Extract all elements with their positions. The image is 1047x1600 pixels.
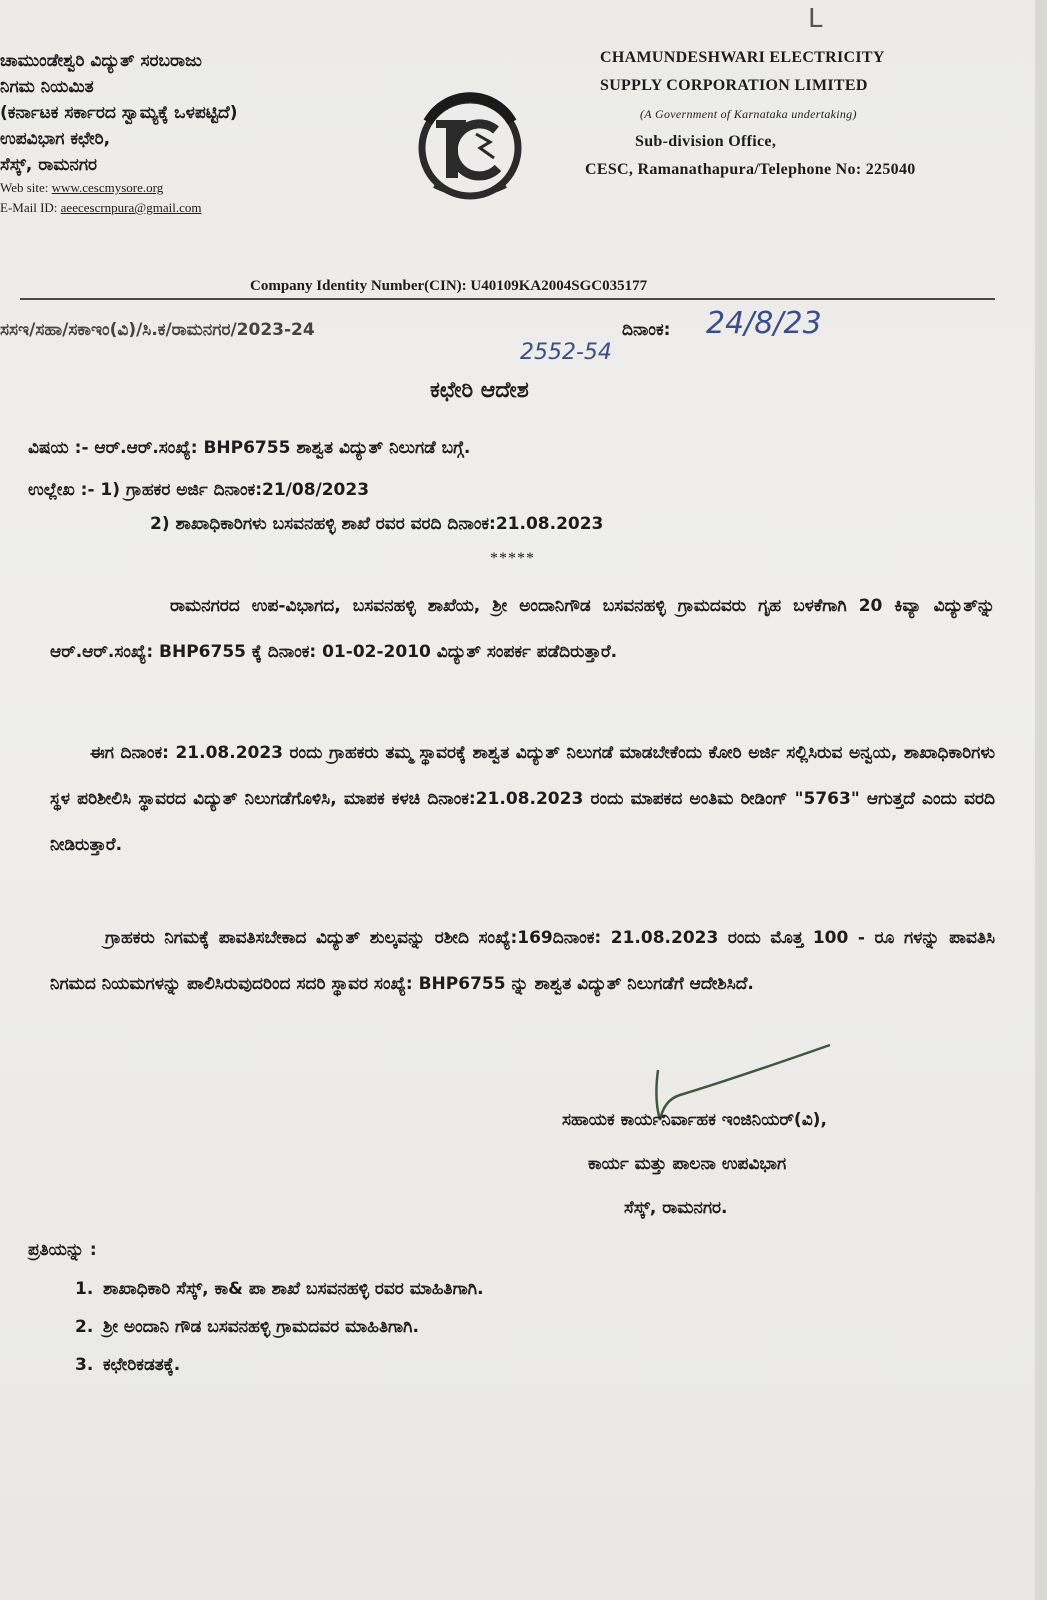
email-label: E-Mail ID: xyxy=(0,200,58,215)
signatory-designation: ಸಹಾಯಕ ಕಾರ್ಯನಿರ್ವಾಹಕ ಇಂಜಿನಿಯರ್(ವಿ), xyxy=(562,1110,827,1130)
header-divider xyxy=(20,298,995,300)
list-item: 3. ಕಛೇರಿಕಡತಕ್ಕೆ. xyxy=(75,1355,181,1375)
header-left-line5: ಸೆಸ್ಕ್, ರಾಮನಗರ xyxy=(0,155,98,175)
handwritten-inward-number: 2552-54 xyxy=(520,340,612,365)
header-left-line3: (ಕರ್ನಾಟಕ ಸರ್ಕಾರದ ಸ್ವಾಮ್ಯಕ್ಕೆ ಒಳಪಟ್ಟಿದೆ) xyxy=(0,103,238,123)
cin-number: Company Identity Number(CIN): U40109KA2004SGC035177 xyxy=(250,278,648,294)
website-row xyxy=(0,178,380,198)
list-item: 1. ಶಾಖಾಧಿಕಾರಿ ಸೆಸ್ಕ್, ಕಾ& ಪಾ ಶಾಖೆ ಬಸವನಹಳ್ಳಿ ರವರ ಮಾಹಿತಿಗಾಗಿ. xyxy=(75,1279,484,1299)
body-paragraph-1 xyxy=(50,583,995,675)
date-label: ದಿನಾಂಕ: xyxy=(622,320,671,340)
paragraph-1-text: ರಾಮನಗರದ ಉಪ-ವಿಭಾಗದ, ಬಸವನಹಳ್ಳಿ ಶಾಖೆಯ, ಶ್ರೀ ಅಂದಾನಿಗೌಡ ಬಸವನಹಳ್ಳಿ ಗ್ರಾಮದವರು ಗೃಹ ಬಳಕೆಗಾಗಿ 20 ಕಿವ್ಯಾ ವಿದ್ಯುತ್‌ನ್ನು ಆರ್.ಆರ್.ಸಂಖ್ಯೆ: BHP6755 ಕ್ಕೆ ದಿನಾಂಕ: 01-02-2010 ವಿದ್ಯುತ್ ಸಂಪರ್ಕ ಪಡೆದಿರುತ್ತಾರೆ. xyxy=(50,596,995,662)
address-phone-line: CESC, Ramanathapura/Telephone No: 225040 xyxy=(585,161,916,178)
signatory-division: ಕಾರ್ಯ ಮತ್ತು ಪಾಲನಾ ಉಪವಿಭಾಗ xyxy=(588,1154,787,1174)
paragraph-3-text: ಗ್ರಾಹಕರು ನಿಗಮಕ್ಕೆ ಪಾವತಿಸಬೇಕಾದ ವಿದ್ಯುತ್ ಶುಲ್ಕವನ್ನು ರಶೀದಿ ಸಂಖ್ಯೆ:169ದಿನಾಂಕ: 21.08.2023 ರಂದು ಮೊತ್ತ 100 - ರೂ ಗಳನ್ನು ಪಾವತಿಸಿ ನಿಗಮದ ನಿಯಮಗಳನ್ನು ಪಾಲಿಸಿರುವುದರಿಂದ ಸದರಿ ಸ್ಥಾವರ ಸಂಖ್ಯೆ: BHP6755 ನ್ನು ಶಾಶ್ವತ ವಿದ್ಯುತ್ ನಿಲುಗಡೆಗೆ ಆದೇಶಿಸಿದೆ. xyxy=(50,928,995,994)
reference-number: ಸಸಇ/ಸಹಾ/ಸಕಾಇಂ(ವಿ)/ಸಿ.ಕ/ರಾಮನಗರ/2023-24 xyxy=(0,320,315,340)
separator-stars: ***** xyxy=(490,550,535,567)
header-left-line2: ನಿಗಮ ನಿಯಮಿತ xyxy=(0,77,94,97)
website-label: Web site: xyxy=(0,180,49,195)
list-item: 2. ಶ್ರೀ ಅಂದಾನಿ ಗೌಡ ಬಸವನಹಳ್ಳಿ ಗ್ರಾಮದವರ ಮಾಹಿತಿಗಾಗಿ. xyxy=(75,1317,419,1337)
references xyxy=(28,473,603,541)
sub-division-line: Sub-division Office, xyxy=(635,133,777,150)
company-name-line1: CHAMUNDESHWARI ELECTRICITY xyxy=(600,49,885,66)
paragraph-2-text: ಈಗ ದಿನಾಂಕ: 21.08.2023 ರಂದು ಗ್ರಾಹಕರು ತಮ್ಮ ಸ್ಥಾವರಕ್ಕೆ ಶಾಶ್ವತ ವಿದ್ಯುತ್ ನಿಲುಗಡೆ ಮಾಡಬೇಕೆಂದು ಕೋರಿ ಅರ್ಜಿ ಸಲ್ಲಿಸಿರುವ ಅನ್ವಯ, ಶಾಖಾಧಿಕಾರಿಗಳು ಸ್ಥಳ ಪರಿಶೀಲಿಸಿ ಸ್ಥಾವರದ ವಿದ್ಯುತ್ ನಿಲುಗಡೆಗೊಳಿಸಿ, ಮಾಪಕ ಕಳಚಿ ದಿನಾಂಕ:21.08.2023 ರಂದು ಮಾಪಕದ ಅಂತಿಮ ರೀಡಿಂಗ್ "5763" ಆಗುತ್ತದೆ ಎಂದು ವರದಿ ನೀಡಿರುತ್ತಾರೆ. xyxy=(50,743,995,855)
subject-line: ವಿಷಯ :- ಆರ್.ಆರ್.ಸಂಖ್ಯೆ: BHP6755 ಶಾಶ್ವತ ವಿದ್ಯುತ್ ನಿಲುಗಡೆ ಬಗ್ಗೆ. xyxy=(28,438,471,458)
copies-list xyxy=(75,1270,484,1384)
corner-handwritten-mark: L xyxy=(808,4,823,34)
reference-2: 2) ಶಾಖಾಧಿಕಾರಿಗಳು ಬಸವನಹಳ್ಳಿ ಶಾಖೆ ರವರ ವರದಿ ದಿನಾಂಕ:21.08.2023 xyxy=(150,514,604,534)
company-govt-line: (A Government of Karnataka undertaking) xyxy=(640,107,857,121)
cesc-logo-icon xyxy=(410,82,530,212)
email-link[interactable]: aeecescrnpura@gmail.com xyxy=(60,200,202,215)
header-left-line4: ಉಪವಿಭಾಗ ಕಛೇರಿ, xyxy=(0,129,111,149)
header-left-line1: ಚಾಮುಂಡೇಶ್ವರಿ ವಿದ್ಯುತ್ ಸರಬರಾಜು xyxy=(0,51,202,71)
copies-label: ಪ್ರತಿಯನ್ನು : xyxy=(28,1240,97,1260)
header-left-kannada xyxy=(0,48,380,218)
page-title: ಕಛೇರಿ ಆದೇಶ xyxy=(430,378,529,403)
email-row xyxy=(0,198,380,218)
body-paragraph-3 xyxy=(50,915,995,1007)
header-right-english xyxy=(585,44,1020,184)
handwritten-date: 24/8/23 xyxy=(706,306,822,341)
body-paragraph-2 xyxy=(50,730,995,868)
reference-1: ಉಲ್ಲೇಖ :- 1) ಗ್ರಾಹಕರ ಅರ್ಜಿ ದಿನಾಂಕ:21/08/2023 xyxy=(28,480,370,500)
signature-block xyxy=(562,1098,827,1230)
company-name-line2: SUPPLY CORPORATION LIMITED xyxy=(600,77,868,94)
website-link[interactable]: www.cescmysore.org xyxy=(51,180,164,195)
signatory-office: ಸೆಸ್ಕ್, ರಾಮನಗರ. xyxy=(624,1198,728,1218)
